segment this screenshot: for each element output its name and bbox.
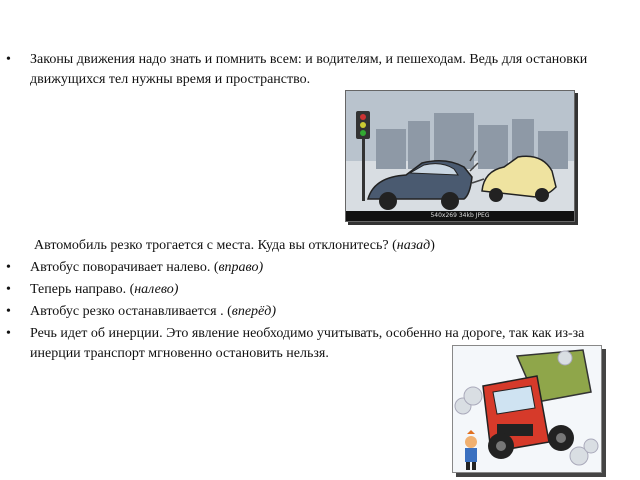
question-line: [34, 236, 614, 256]
bullet-text: Автобус резко останавливается . (: [30, 304, 232, 319]
intro-text: Законы движения надо знать и помнить всем: и водителям, и пешеходам. Ведь для остановки движущихся тел нужны время и пространство.: [30, 52, 588, 87]
question-answer: назад: [396, 238, 431, 253]
bullet-answer: налево): [134, 282, 179, 297]
truck-illustration: [452, 345, 602, 473]
bullet-item: [30, 258, 263, 278]
bullet-item: [30, 280, 178, 300]
bullet-answer: вперёд): [231, 304, 276, 319]
car-crash-drawing: [346, 91, 574, 221]
conclusion-text: Речь идет об инерции. Это явление необходимо учитывать, особенно на дороге, так как из-за инерции транспорт мгновенно остановить нельзя.: [30, 326, 585, 361]
truck-drawing: [453, 346, 601, 472]
image-caption: 540x269 34kb JPEG: [346, 211, 574, 221]
bullet-item: [30, 302, 276, 322]
bullet-text: Теперь направо. (: [30, 282, 135, 297]
car-crash-illustration: [345, 90, 575, 222]
question-text: Автомобиль резко трогается с места. Куда вы отклонитесь? (: [34, 238, 397, 253]
bullet-answer: вправо): [218, 260, 264, 275]
bullet-text: Автобус поворачивает налево. (: [30, 260, 219, 275]
intro-paragraph: [30, 50, 610, 90]
question-close: ): [430, 238, 435, 253]
